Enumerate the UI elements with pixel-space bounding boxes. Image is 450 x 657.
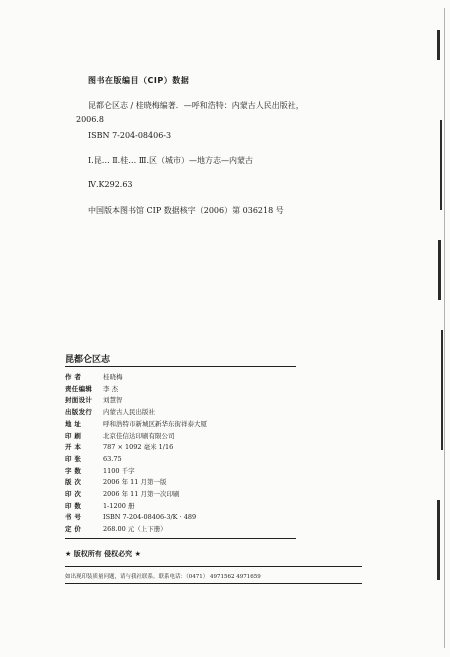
detail-label: 定 价 <box>65 525 82 534</box>
detail-row <box>65 395 123 404</box>
detail-value: ISBN 7-204-08406-3/K · 489 <box>103 513 197 522</box>
detail-value: 63.75 <box>103 454 122 463</box>
detail-label: 印 张 <box>65 454 82 463</box>
detail-row <box>65 524 167 533</box>
detail-row <box>65 501 134 510</box>
detail-row <box>65 454 122 463</box>
detail-value: 内蒙古人民出版社 <box>103 408 155 417</box>
scan-edge-mark <box>444 8 445 648</box>
notice-bottom-rule <box>65 583 362 584</box>
cip-isbn: ISBN 7-204-08406-3 <box>88 131 172 140</box>
scan-edge-mark <box>437 30 440 60</box>
detail-row <box>65 477 167 486</box>
detail-row <box>65 489 180 498</box>
quality-notice: 如出现印装质量问题，请与我社联系。联系电话：（0471） 4971562 4971659 <box>65 574 261 580</box>
cip-classification: Ⅳ.K292.63 <box>88 180 133 189</box>
detail-value: 桂晓梅 <box>103 373 123 381</box>
detail-row <box>65 442 173 451</box>
detail-value: 268.00 元（上下册） <box>103 525 167 534</box>
detail-value: 787 × 1092 毫米 1/16 <box>103 443 174 452</box>
scan-edge-mark <box>437 500 440 580</box>
detail-value: 李 杰 <box>103 384 119 393</box>
scan-edge-mark <box>441 330 443 450</box>
detail-row <box>65 419 207 428</box>
detail-value: 2006 年 11 月第一版 <box>103 478 167 487</box>
detail-label: 开 本 <box>65 443 82 452</box>
cip-entry-line1: 昆都仑区志 / 桂晓梅编著．—呼和浩特：内蒙古人民出版社， <box>88 101 304 110</box>
detail-value: 1100 千字 <box>103 466 135 475</box>
detail-label: 封面设计 <box>65 396 93 405</box>
detail-label: 出版发行 <box>65 408 93 417</box>
cip-record-number: 中国版本图书馆 CIP 数据核字（2006）第 036218 号 <box>88 206 284 215</box>
detail-row <box>65 407 155 416</box>
detail-label: 书 号 <box>65 513 82 522</box>
details-bottom-rule <box>65 538 296 539</box>
detail-value: 1-1200 册 <box>103 501 135 510</box>
book-title: 昆都仑区志 <box>65 355 111 365</box>
detail-row <box>65 372 123 381</box>
detail-value: 北京佳信达印刷有限公司 <box>103 431 175 440</box>
detail-label: 印 次 <box>65 490 82 498</box>
detail-value: 刘慧智 <box>103 396 123 405</box>
detail-label: 印 刷 <box>65 431 82 440</box>
cip-heading: 图书在版编目（CIP）数据 <box>88 76 190 85</box>
cip-entry-line2: 2006.8 <box>76 115 104 124</box>
detail-label: 地 址 <box>65 419 82 428</box>
detail-row <box>65 384 118 393</box>
detail-row <box>65 431 175 440</box>
detail-value: 呼和浩特市新城区新华东街祥泰大厦 <box>103 419 207 428</box>
scan-edge-mark <box>438 240 441 300</box>
detail-value: 2006 年 11 月第一次印刷 <box>103 490 180 498</box>
notice-top-rule <box>65 566 362 567</box>
rights-statement: ★ 版权所有 侵权必究 ★ <box>65 550 141 558</box>
cip-subjects: Ⅰ.昆… Ⅱ.桂… Ⅲ.区（城市）—地方志—内蒙古 <box>88 156 254 165</box>
detail-label: 印 数 <box>65 501 82 510</box>
detail-row <box>65 512 196 521</box>
detail-label: 版 次 <box>65 478 82 487</box>
scan-edge-mark <box>440 120 442 210</box>
detail-label: 责任编辑 <box>65 384 93 393</box>
title-rule <box>65 366 296 367</box>
detail-label: 作 者 <box>65 373 82 381</box>
detail-label: 字 数 <box>65 466 82 475</box>
detail-row <box>65 466 135 475</box>
